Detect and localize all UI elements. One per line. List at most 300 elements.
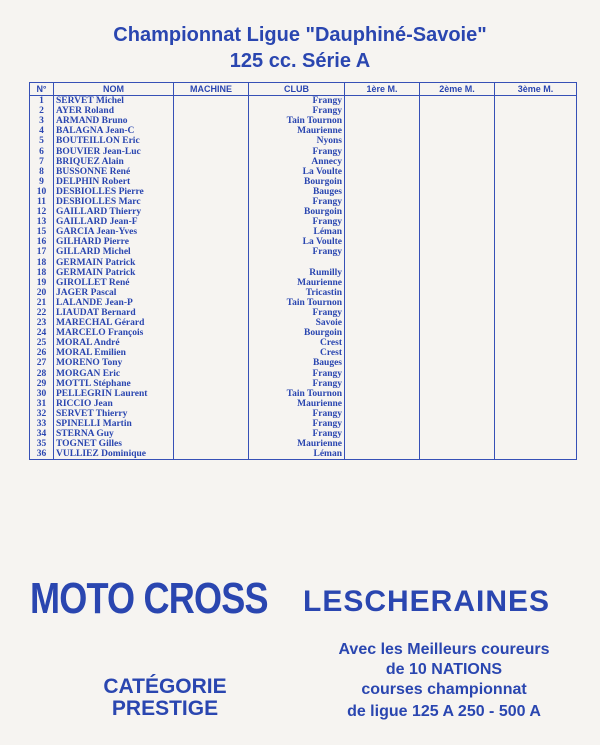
- table-row: [30, 106, 577, 116]
- rider-number: 16: [30, 237, 54, 247]
- rider-number: 33: [30, 419, 54, 429]
- table-row: [30, 318, 577, 328]
- rider-number: 25: [30, 338, 54, 348]
- race3-result: [495, 157, 577, 167]
- race2-result: [420, 348, 495, 358]
- table-row: [30, 338, 577, 348]
- table-row: [30, 157, 577, 167]
- rider-club: Tain Tournon: [249, 116, 345, 126]
- race2-result: [420, 389, 495, 399]
- table-row: [30, 419, 577, 429]
- race2-result: [420, 116, 495, 126]
- rider-club: Maurienne: [249, 399, 345, 409]
- race3-result: [495, 106, 577, 116]
- rider-name: DELPHIN Robert: [54, 177, 174, 187]
- race3-result: [495, 217, 577, 227]
- race2-result: [420, 258, 495, 268]
- race2-result: [420, 177, 495, 187]
- race3-result: [495, 247, 577, 257]
- table-row: [30, 237, 577, 247]
- table-row: [30, 96, 577, 107]
- race3-result: [495, 207, 577, 217]
- rider-name: BUSSONNE René: [54, 167, 174, 177]
- rider-name: MOTTL Stéphane: [54, 379, 174, 389]
- rider-number: 23: [30, 318, 54, 328]
- rider-club: Léman: [249, 449, 345, 460]
- rider-name: TOGNET Gilles: [54, 439, 174, 449]
- rider-club: La Voulte: [249, 167, 345, 177]
- rider-club: Rumilly: [249, 268, 345, 278]
- race2-result: [420, 268, 495, 278]
- rider-name: BOUTEILLON Eric: [54, 136, 174, 146]
- rider-machine: [174, 308, 249, 318]
- race3-result: [495, 439, 577, 449]
- race2-result: [420, 217, 495, 227]
- rider-number: 18: [30, 268, 54, 278]
- rider-name: PELLEGRIN Laurent: [54, 389, 174, 399]
- rider-machine: [174, 197, 249, 207]
- rider-name: MORAL Emilien: [54, 348, 174, 358]
- race1-result: [345, 116, 420, 126]
- rider-name: MARCELO François: [54, 328, 174, 338]
- rider-club: Frangy: [249, 419, 345, 429]
- rider-club: Frangy: [249, 409, 345, 419]
- race1-result: [345, 409, 420, 419]
- rider-machine: [174, 399, 249, 409]
- race2-result: [420, 419, 495, 429]
- race1-result: [345, 227, 420, 237]
- race1-result: [345, 379, 420, 389]
- race3-result: [495, 328, 577, 338]
- race1-result: [345, 96, 420, 107]
- rider-name: LIAUDAT Bernard: [54, 308, 174, 318]
- race3-result: [495, 348, 577, 358]
- table-row: [30, 308, 577, 318]
- rider-name: SPINELLI Martin: [54, 419, 174, 429]
- race1-result: [345, 197, 420, 207]
- rider-club: Nyons: [249, 136, 345, 146]
- rider-club: Frangy: [249, 146, 345, 156]
- rider-machine: [174, 96, 249, 107]
- rider-machine: [174, 278, 249, 288]
- race1-result: [345, 439, 420, 449]
- rider-club: Tain Tournon: [249, 298, 345, 308]
- rider-number: 29: [30, 379, 54, 389]
- rider-number: 2: [30, 106, 54, 116]
- rider-machine: [174, 379, 249, 389]
- rider-name: DESBIOLLES Pierre: [54, 187, 174, 197]
- rider-machine: [174, 136, 249, 146]
- rider-machine: [174, 237, 249, 247]
- promo-line: courses championnat: [361, 681, 527, 698]
- race1-result: [345, 298, 420, 308]
- rider-club: Frangy: [249, 379, 345, 389]
- rider-name: GILHARD Pierre: [54, 237, 174, 247]
- category-value: PRESTIGE: [111, 697, 219, 720]
- race1-result: [345, 449, 420, 460]
- rider-machine: [174, 258, 249, 268]
- rider-number: 18: [30, 258, 54, 268]
- rider-machine: [174, 116, 249, 126]
- race2-result: [420, 449, 495, 460]
- rider-name: SERVET Thierry: [54, 409, 174, 419]
- rider-number: 32: [30, 409, 54, 419]
- rider-number: 36: [30, 449, 54, 460]
- table-row: [30, 187, 577, 197]
- table-row: [30, 288, 577, 298]
- race3-result: [495, 227, 577, 237]
- race3-result: [495, 409, 577, 419]
- table-row: [30, 379, 577, 389]
- table-row: [30, 197, 577, 207]
- rider-number: 7: [30, 157, 54, 167]
- rider-club: Frangy: [249, 96, 345, 107]
- rider-machine: [174, 358, 249, 368]
- rider-number: 20: [30, 288, 54, 298]
- rider-club: Maurienne: [249, 126, 345, 136]
- race2-result: [420, 207, 495, 217]
- race1-result: [345, 217, 420, 227]
- race1-result: [345, 318, 420, 328]
- table-header-row: [30, 83, 577, 96]
- table-row: [30, 439, 577, 449]
- rider-machine: [174, 157, 249, 167]
- table-row: [30, 278, 577, 288]
- table-row: [30, 409, 577, 419]
- table-row: [30, 298, 577, 308]
- race2-result: [420, 409, 495, 419]
- rider-machine: [174, 106, 249, 116]
- race1-result: [345, 348, 420, 358]
- race2-result: [420, 157, 495, 167]
- rider-name: DESBIOLLES Marc: [54, 197, 174, 207]
- rider-club: Maurienne: [249, 278, 345, 288]
- race3-result: [495, 419, 577, 429]
- rider-machine: [174, 328, 249, 338]
- race1-result: [345, 369, 420, 379]
- table-row: [30, 167, 577, 177]
- rider-club: Crest: [249, 338, 345, 348]
- rider-name: GERMAIN Patrick: [54, 258, 174, 268]
- rider-machine: [174, 177, 249, 187]
- rider-machine: [174, 419, 249, 429]
- rider-machine: [174, 298, 249, 308]
- race3-result: [495, 268, 577, 278]
- rider-club: Frangy: [249, 429, 345, 439]
- race3-result: [495, 389, 577, 399]
- rider-club: Frangy: [249, 217, 345, 227]
- race2-result: [420, 338, 495, 348]
- promo-line: de 10 NATIONS: [385, 661, 503, 678]
- race1-result: [345, 126, 420, 136]
- race1-result: [345, 258, 420, 268]
- race1-result: [345, 157, 420, 167]
- table-row: [30, 268, 577, 278]
- rider-name: BALAGNA Jean-C: [54, 126, 174, 136]
- rider-machine: [174, 207, 249, 217]
- race2-result: [420, 379, 495, 389]
- rider-machine: [174, 126, 249, 136]
- col-header-name: NOM: [54, 83, 174, 96]
- rider-number: 21: [30, 298, 54, 308]
- rider-number: 3: [30, 116, 54, 126]
- race3-result: [495, 298, 577, 308]
- table-row: [30, 116, 577, 126]
- table-row: [30, 369, 577, 379]
- rider-number: 35: [30, 439, 54, 449]
- race3-result: [495, 96, 577, 107]
- rider-name: RICCIO Jean: [54, 399, 174, 409]
- rider-machine: [174, 348, 249, 358]
- rider-club: Bourgoin: [249, 328, 345, 338]
- rider-name: ARMAND Bruno: [54, 116, 174, 126]
- race1-result: [345, 389, 420, 399]
- rider-club: Tricastin: [249, 288, 345, 298]
- rider-club: Léman: [249, 227, 345, 237]
- rider-number: 1: [30, 96, 54, 107]
- rider-machine: [174, 268, 249, 278]
- race2-result: [420, 298, 495, 308]
- rider-name: MORGAN Eric: [54, 369, 174, 379]
- rider-machine: [174, 449, 249, 460]
- race2-result: [420, 96, 495, 107]
- table-row: [30, 126, 577, 136]
- race2-result: [420, 288, 495, 298]
- race1-result: [345, 268, 420, 278]
- rider-machine: [174, 167, 249, 177]
- rider-number: 31: [30, 399, 54, 409]
- col-header-machine: MACHINE: [174, 83, 249, 96]
- rider-number: 19: [30, 278, 54, 288]
- race1-result: [345, 167, 420, 177]
- championship-title: Championnat Ligue "Dauphiné-Savoie": [113, 24, 487, 46]
- table-row: [30, 146, 577, 156]
- rider-name: BRIQUEZ Alain: [54, 157, 174, 167]
- race3-result: [495, 258, 577, 268]
- rider-name: MARECHAL Gérard: [54, 318, 174, 328]
- rider-club: Frangy: [249, 247, 345, 257]
- race2-result: [420, 318, 495, 328]
- race2-result: [420, 399, 495, 409]
- rider-name: STERNA Guy: [54, 429, 174, 439]
- rider-number: 9: [30, 177, 54, 187]
- promo-line: de ligue 125 A 250 - 500 A: [347, 703, 541, 720]
- category-label: CATÉGORIE: [103, 675, 227, 698]
- col-header-race3: 3ème M.: [495, 83, 577, 96]
- race1-result: [345, 419, 420, 429]
- col-header-number: N°: [30, 83, 54, 96]
- table-row: [30, 207, 577, 217]
- rider-name: GARCIA Jean-Yves: [54, 227, 174, 237]
- rider-club: Tain Tournon: [249, 389, 345, 399]
- race3-result: [495, 379, 577, 389]
- race1-result: [345, 338, 420, 348]
- rider-number: 5: [30, 136, 54, 146]
- race3-result: [495, 177, 577, 187]
- rider-club: Frangy: [249, 369, 345, 379]
- rider-machine: [174, 338, 249, 348]
- rider-number: 6: [30, 146, 54, 156]
- rider-club: Annecy: [249, 157, 345, 167]
- table-row: [30, 247, 577, 257]
- rider-number: 24: [30, 328, 54, 338]
- table-row: [30, 227, 577, 237]
- rider-table: [29, 82, 577, 460]
- race1-result: [345, 429, 420, 439]
- race3-result: [495, 116, 577, 126]
- race1-result: [345, 106, 420, 116]
- class-subtitle: 125 cc. Série A: [229, 50, 371, 72]
- moto-cross-headline: MOTO CROSS: [30, 574, 268, 623]
- col-header-club: CLUB: [249, 83, 345, 96]
- race2-result: [420, 136, 495, 146]
- rider-name: MORENO Tony: [54, 358, 174, 368]
- rider-number: 13: [30, 217, 54, 227]
- rider-name: GILLARD Michel: [54, 247, 174, 257]
- rider-number: 10: [30, 187, 54, 197]
- table-row: [30, 358, 577, 368]
- table-row: [30, 389, 577, 399]
- rider-club: Frangy: [249, 106, 345, 116]
- rider-machine: [174, 318, 249, 328]
- race3-result: [495, 369, 577, 379]
- rider-number: 8: [30, 167, 54, 177]
- rider-name: LALANDE Jean-P: [54, 298, 174, 308]
- race2-result: [420, 308, 495, 318]
- rider-name: GAILLARD Jean-F: [54, 217, 174, 227]
- rider-machine: [174, 429, 249, 439]
- rider-name: GERMAIN Patrick: [54, 268, 174, 278]
- race3-result: [495, 318, 577, 328]
- rider-name: SERVET Michel: [54, 96, 174, 107]
- rider-machine: [174, 217, 249, 227]
- race1-result: [345, 247, 420, 257]
- race3-result: [495, 197, 577, 207]
- race1-result: [345, 288, 420, 298]
- rider-name: GIROLLET René: [54, 278, 174, 288]
- rider-number: 34: [30, 429, 54, 439]
- table-row: [30, 429, 577, 439]
- race3-result: [495, 449, 577, 460]
- rider-name: GAILLARD Thierry: [54, 207, 174, 217]
- race2-result: [420, 247, 495, 257]
- rider-number: 22: [30, 308, 54, 318]
- rider-number: 11: [30, 197, 54, 207]
- race1-result: [345, 399, 420, 409]
- race2-result: [420, 429, 495, 439]
- rider-club: Bourgoin: [249, 207, 345, 217]
- race1-result: [345, 237, 420, 247]
- rider-machine: [174, 369, 249, 379]
- race2-result: [420, 358, 495, 368]
- race2-result: [420, 146, 495, 156]
- rider-number: 27: [30, 358, 54, 368]
- rider-club: Bauges: [249, 187, 345, 197]
- rider-name: JAGER Pascal: [54, 288, 174, 298]
- race3-result: [495, 308, 577, 318]
- venue-name: LESCHERAINES: [303, 585, 551, 618]
- table-row: [30, 328, 577, 338]
- race2-result: [420, 106, 495, 116]
- rider-machine: [174, 187, 249, 197]
- rider-name: BOUVIER Jean-Luc: [54, 146, 174, 156]
- rider-machine: [174, 288, 249, 298]
- rider-club: Bauges: [249, 358, 345, 368]
- rider-name: VULLIEZ Dominique: [54, 449, 174, 460]
- race3-result: [495, 288, 577, 298]
- race3-result: [495, 399, 577, 409]
- rider-club: [249, 258, 345, 268]
- rider-club: La Voulte: [249, 237, 345, 247]
- table-row: [30, 136, 577, 146]
- rider-machine: [174, 146, 249, 156]
- race3-result: [495, 358, 577, 368]
- rider-machine: [174, 247, 249, 257]
- rider-number: 17: [30, 247, 54, 257]
- table-row: [30, 217, 577, 227]
- race1-result: [345, 328, 420, 338]
- race1-result: [345, 136, 420, 146]
- rider-club: Frangy: [249, 197, 345, 207]
- table-row: [30, 399, 577, 409]
- promo-line: Avec les Meilleurs coureurs: [338, 641, 550, 658]
- rider-table-body: [30, 96, 577, 460]
- race3-result: [495, 237, 577, 247]
- rider-machine: [174, 227, 249, 237]
- race2-result: [420, 439, 495, 449]
- table-row: [30, 258, 577, 268]
- race1-result: [345, 146, 420, 156]
- rider-club: Frangy: [249, 308, 345, 318]
- rider-club: Maurienne: [249, 439, 345, 449]
- rider-machine: [174, 439, 249, 449]
- race1-result: [345, 308, 420, 318]
- race2-result: [420, 369, 495, 379]
- race2-result: [420, 167, 495, 177]
- rider-number: 30: [30, 389, 54, 399]
- race3-result: [495, 338, 577, 348]
- rider-number: 26: [30, 348, 54, 358]
- rider-club: Savoie: [249, 318, 345, 328]
- rider-machine: [174, 409, 249, 419]
- race3-result: [495, 429, 577, 439]
- rider-club: Crest: [249, 348, 345, 358]
- race3-result: [495, 278, 577, 288]
- col-header-race1: 1ère M.: [345, 83, 420, 96]
- race3-result: [495, 146, 577, 156]
- rider-number: 4: [30, 126, 54, 136]
- race1-result: [345, 358, 420, 368]
- race3-result: [495, 126, 577, 136]
- table-row: [30, 177, 577, 187]
- race3-result: [495, 187, 577, 197]
- race2-result: [420, 328, 495, 338]
- rider-number: 12: [30, 207, 54, 217]
- table-row: [30, 348, 577, 358]
- race2-result: [420, 187, 495, 197]
- rider-club: Bourgoin: [249, 177, 345, 187]
- race3-result: [495, 136, 577, 146]
- race1-result: [345, 207, 420, 217]
- race3-result: [495, 167, 577, 177]
- race1-result: [345, 187, 420, 197]
- race2-result: [420, 278, 495, 288]
- race1-result: [345, 278, 420, 288]
- race1-result: [345, 177, 420, 187]
- rider-number: 15: [30, 227, 54, 237]
- race2-result: [420, 227, 495, 237]
- rider-number: 28: [30, 369, 54, 379]
